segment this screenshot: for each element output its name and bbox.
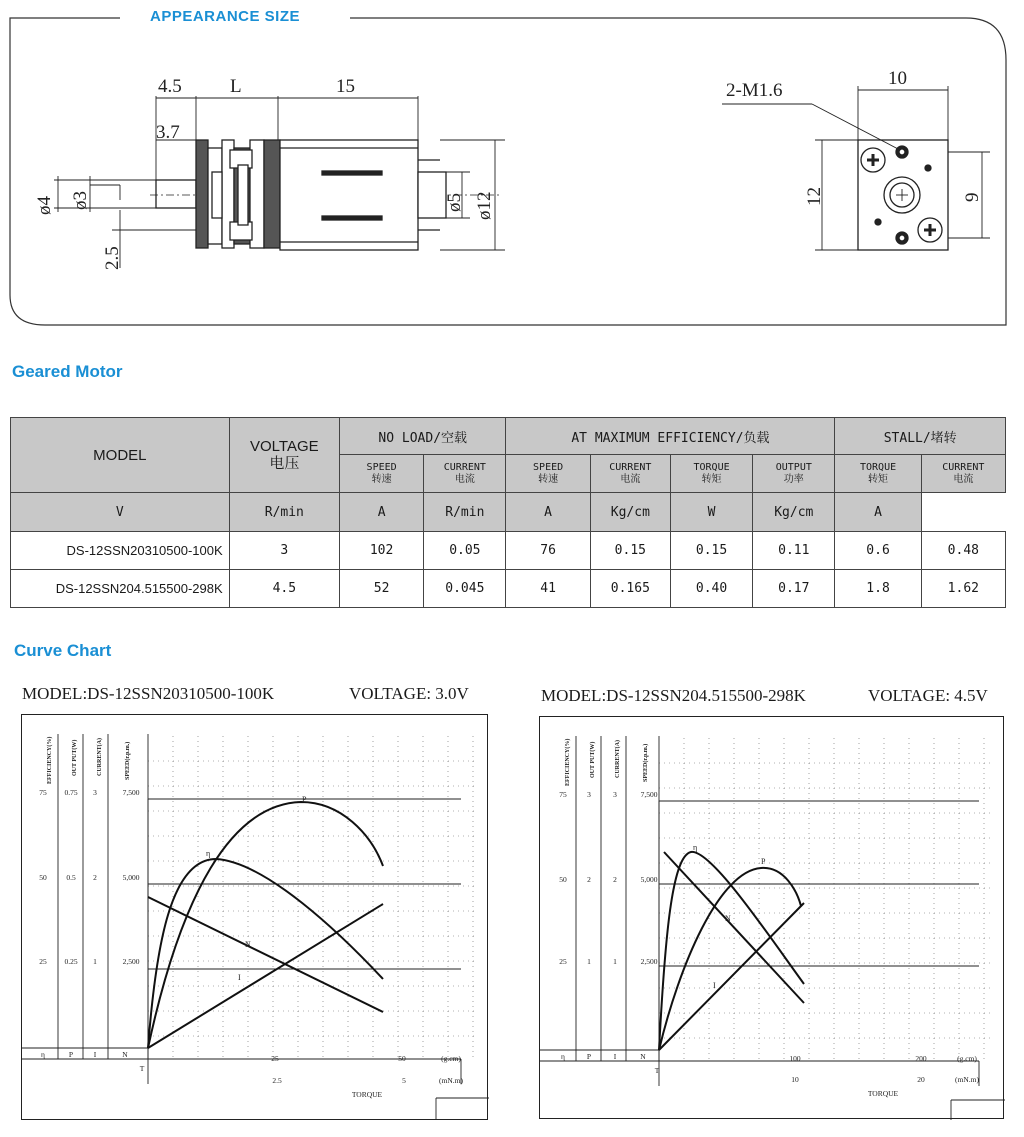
chart1-xtick: 5 bbox=[402, 1076, 406, 1085]
chart2-tick: 1 bbox=[587, 957, 591, 966]
chart1-tick: 2 bbox=[93, 873, 97, 882]
chart2 bbox=[539, 716, 1005, 1120]
chart1-label-p: P bbox=[302, 795, 307, 804]
chart2-origin: T bbox=[654, 1066, 660, 1075]
sub-header-current: CURRENT 电流 bbox=[424, 455, 506, 493]
chart1-tick: 0.5 bbox=[66, 873, 76, 882]
sub-header-speed: SPEED 转速 bbox=[506, 455, 590, 493]
chart1-xtick: 2.5 bbox=[272, 1076, 282, 1085]
chart2-output-header: OUT PUT(W) bbox=[590, 741, 596, 778]
chart2-tick: 2 bbox=[587, 875, 591, 884]
cell-me-current: 0.165 bbox=[590, 570, 670, 608]
chart2-efficiency-header: EFFICIENCY(%) bbox=[565, 738, 571, 786]
chart1-tick: 5,000 bbox=[122, 873, 140, 882]
cell-me-torque: 0.15 bbox=[670, 532, 752, 570]
dim-3-7: 3.7 bbox=[156, 122, 180, 143]
cell-voltage: 4.5 bbox=[229, 570, 339, 608]
chart2-speed-header: SPEED(r.p.m.) bbox=[643, 743, 649, 782]
cell-me-torque: 0.40 bbox=[670, 570, 752, 608]
dim-phi4: ø4 bbox=[34, 196, 55, 215]
unit-st-torque: Kg/cm bbox=[753, 493, 835, 532]
chart2-voltage-label: VOLTAGE: 4.5V bbox=[868, 686, 988, 705]
col-stall-header: STALL/堵转 bbox=[835, 418, 1006, 455]
chart1-tick: 25 bbox=[39, 957, 47, 966]
chart2-tick: 2,500 bbox=[640, 957, 658, 966]
chart1-label-n: N bbox=[245, 940, 251, 949]
chart1-xunit-g: (g.cm) bbox=[441, 1054, 461, 1063]
unit-st-current: A bbox=[835, 493, 921, 532]
sub-header-current: CURRENT 电流 bbox=[590, 455, 670, 493]
chart1-current-header: CURRENT(A) bbox=[97, 738, 103, 776]
chart2-tick: 1 bbox=[613, 957, 617, 966]
chart2-label-n: N bbox=[725, 914, 731, 923]
chart1-xtick: 50 bbox=[398, 1054, 406, 1063]
chart2-xlabel: TORQUE bbox=[867, 1089, 899, 1098]
unit-voltage: V bbox=[11, 493, 230, 532]
chart1-model-label: MODEL:DS-12SSN20310500-100K bbox=[22, 684, 275, 703]
cell-nl-speed: 102 bbox=[339, 532, 423, 570]
table-row bbox=[11, 570, 1006, 608]
dim-l: L bbox=[230, 76, 242, 97]
chart2-xunit-g: (g.cm) bbox=[957, 1054, 977, 1063]
chart2-model-label: MODEL:DS-12SSN204.515500-298K bbox=[541, 686, 806, 705]
chart1-xtick: 25 bbox=[271, 1054, 279, 1063]
chart2-tick: 75 bbox=[559, 790, 567, 799]
cell-me-speed: 41 bbox=[506, 570, 590, 608]
cell-nl-speed: 52 bbox=[339, 570, 423, 608]
dim-4-5: 4.5 bbox=[158, 76, 182, 97]
col-voltage-header: VOLTAGE 电压 bbox=[229, 418, 339, 493]
chart2-symbol: N bbox=[640, 1052, 646, 1061]
unit-me-output: W bbox=[670, 493, 752, 532]
chart2-xtick: 200 bbox=[915, 1054, 927, 1063]
chart2-xtick: 10 bbox=[791, 1075, 799, 1084]
cell-me-speed: 76 bbox=[506, 532, 590, 570]
chart2-tick: 3 bbox=[613, 790, 617, 799]
chart1-tick: 7,500 bbox=[122, 788, 140, 797]
chart1-tick: 75 bbox=[39, 788, 47, 797]
chart2-xunit-mn: (mN.m) bbox=[955, 1075, 979, 1084]
cell-me-output: 0.17 bbox=[753, 570, 835, 608]
sub-header-current: CURRENT 电流 bbox=[921, 455, 1005, 493]
geared-motor-title: Geared Motor bbox=[12, 362, 123, 381]
chart1-xunit-mn: (mN.m) bbox=[439, 1076, 463, 1085]
chart1-tick: 0.25 bbox=[64, 957, 78, 966]
unit-nl-speed: R/min bbox=[229, 493, 339, 532]
chart1-symbol: I bbox=[93, 1050, 97, 1059]
chart2-tick: 5,000 bbox=[640, 875, 658, 884]
chart1-tick: 2,500 bbox=[122, 957, 140, 966]
chart2-tick: 25 bbox=[559, 957, 567, 966]
chart1-tick: 50 bbox=[39, 873, 47, 882]
col-max-efficiency-header: AT MAXIMUM EFFICIENCY/负载 bbox=[506, 418, 835, 455]
dim-10: 10 bbox=[888, 68, 907, 89]
dim-2-5: 2.5 bbox=[102, 246, 123, 270]
chart2-tick: 3 bbox=[587, 790, 591, 799]
chart1-label-i: I bbox=[238, 973, 241, 982]
chart1-xlabel: TORQUE bbox=[351, 1090, 383, 1099]
unit-me-current: A bbox=[506, 493, 590, 532]
chart1-label-eta: η bbox=[206, 849, 211, 858]
unit-me-speed: R/min bbox=[424, 493, 506, 532]
chart2-xtick: 20 bbox=[917, 1075, 925, 1084]
curve-chart-title: Curve Chart bbox=[14, 641, 112, 660]
chart2-tick: 50 bbox=[559, 875, 567, 884]
cell-st-torque: 1.8 bbox=[835, 570, 921, 608]
cell-me-output: 0.11 bbox=[753, 532, 835, 570]
col-no-load-header: NO LOAD/空载 bbox=[339, 418, 505, 455]
chart2-symbol: I bbox=[613, 1052, 617, 1061]
dim-15: 15 bbox=[336, 76, 355, 97]
dim-9: 9 bbox=[962, 192, 983, 202]
cell-voltage: 3 bbox=[229, 532, 339, 570]
chart1-tick: 1 bbox=[93, 957, 97, 966]
chart2-tick: 7,500 bbox=[640, 790, 658, 799]
cell-nl-current: 0.045 bbox=[424, 570, 506, 608]
sub-header-torque: TORQUE 转矩 bbox=[670, 455, 752, 493]
cell-nl-current: 0.05 bbox=[424, 532, 506, 570]
chart1-speed-header: SPEED(r.p.m.) bbox=[125, 741, 131, 780]
chart1-tick: 0.75 bbox=[64, 788, 78, 797]
chart2-label-eta: η bbox=[693, 843, 698, 852]
chart1-tick: 3 bbox=[93, 788, 97, 797]
chart2-symbol: η bbox=[561, 1052, 565, 1061]
sub-header-output: OUTPUT 功率 bbox=[753, 455, 835, 493]
chart1-origin: T bbox=[139, 1064, 145, 1073]
chart1-symbol: η bbox=[41, 1050, 45, 1059]
chart2-label-p: P bbox=[761, 857, 766, 866]
cell-st-current: 0.48 bbox=[921, 532, 1005, 570]
cell-model: DS-12SSN204.515500-298K bbox=[11, 570, 230, 608]
cell-st-torque: 0.6 bbox=[835, 532, 921, 570]
unit-me-torque: Kg/cm bbox=[590, 493, 670, 532]
chart1 bbox=[21, 714, 489, 1122]
spec-table bbox=[10, 417, 1006, 608]
chart2-tick: 2 bbox=[613, 875, 617, 884]
chart1-voltage-label: VOLTAGE: 3.0V bbox=[349, 684, 469, 703]
dim-phi12: ø12 bbox=[474, 191, 495, 220]
appearance-drawing bbox=[0, 0, 1024, 340]
col-model-header: MODEL bbox=[11, 418, 230, 493]
dim-phi3: ø3 bbox=[70, 191, 91, 210]
dim-phi5: ø5 bbox=[444, 193, 465, 212]
chart1-efficiency-header: EFFICIENCY(%) bbox=[47, 736, 53, 784]
chart1-output-header: OUT PUT(W) bbox=[72, 739, 78, 776]
unit-nl-current: A bbox=[339, 493, 423, 532]
cell-st-current: 1.62 bbox=[921, 570, 1005, 608]
dim-12: 12 bbox=[804, 187, 825, 206]
chart2-label-i: I bbox=[713, 981, 716, 990]
chart1-symbol: P bbox=[68, 1050, 74, 1059]
cell-me-current: 0.15 bbox=[590, 532, 670, 570]
chart2-xtick: 100 bbox=[789, 1054, 801, 1063]
table-row bbox=[11, 532, 1006, 570]
chart2-current-header: CURRENT(A) bbox=[615, 740, 621, 778]
chart2-symbol: P bbox=[586, 1052, 592, 1061]
sub-header-speed: SPEED 转速 bbox=[339, 455, 423, 493]
cell-model: DS-12SSN20310500-100K bbox=[11, 532, 230, 570]
chart1-symbol: N bbox=[122, 1050, 128, 1059]
sub-header-torque: TORQUE 转矩 bbox=[835, 455, 921, 493]
dim-m1-6: 2-M1.6 bbox=[726, 80, 783, 101]
appearance-size-title: APPEARANCE SIZE bbox=[146, 8, 304, 25]
